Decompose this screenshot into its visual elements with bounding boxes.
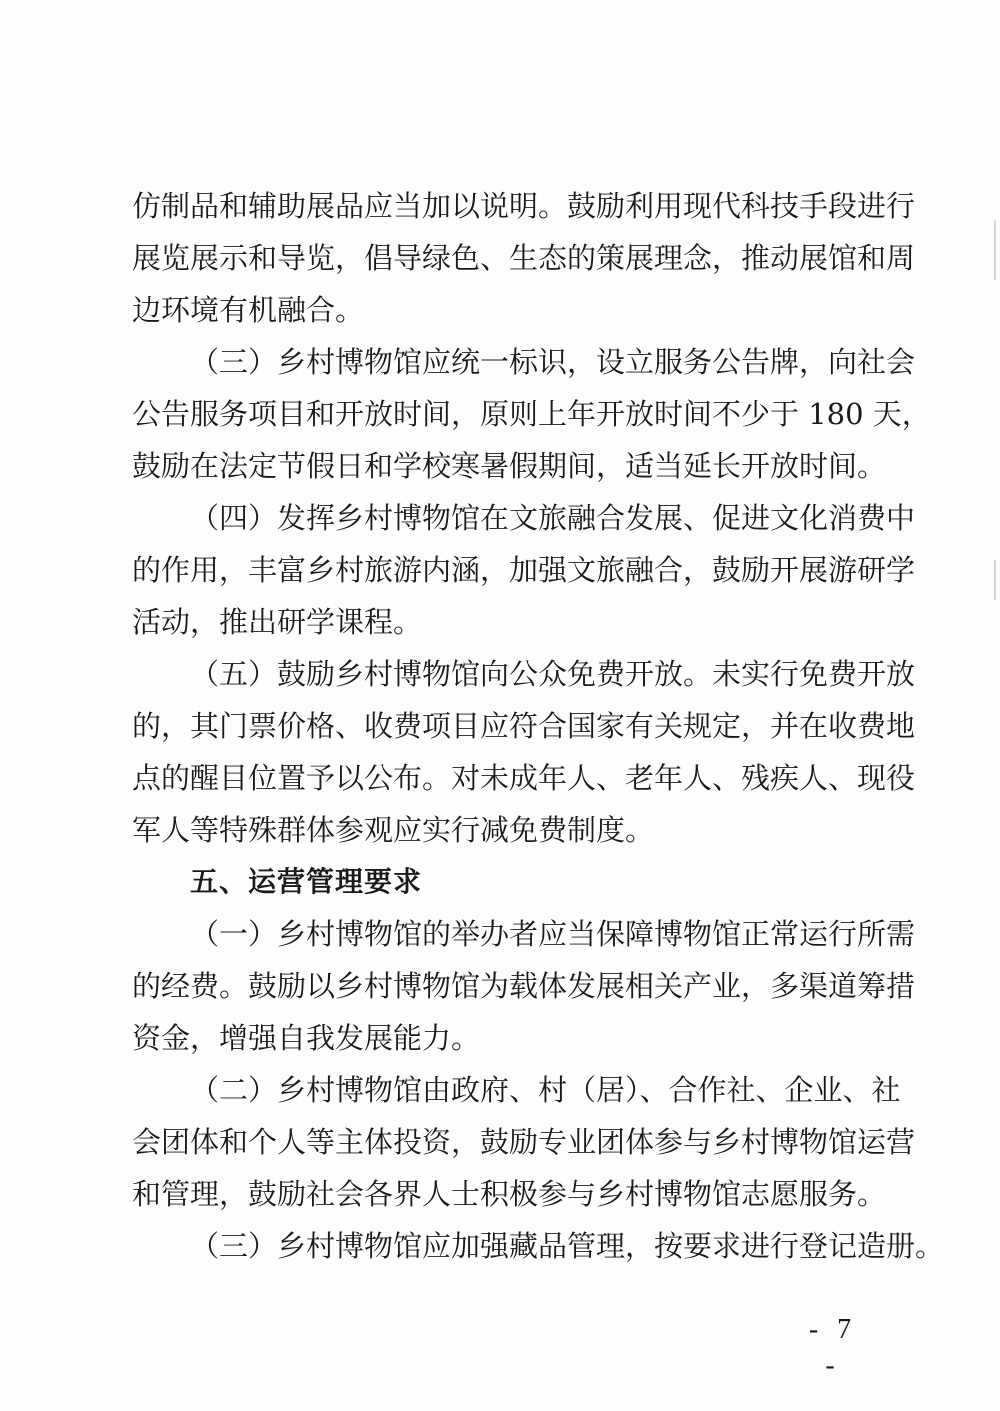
body-line: 军人等特殊群体参观应实行减免费制度。 (132, 813, 655, 847)
body-line: （二）乡村博物馆由政府、村（居）、合作社、企业、社 (190, 1073, 901, 1107)
body-line: 会团体和个人等主体投资，鼓励专业团体参与乡村博物馆运营 (132, 1125, 916, 1159)
body-line: 的作用，丰富乡村旅游内涵，加强文旅融合，鼓励开展游研学 (132, 553, 916, 587)
body-line: 公告服务项目和开放时间，原则上年开放时间不少于 180 天， (132, 397, 931, 431)
scan-edge-mark (994, 220, 996, 280)
body-line: 边环境有机融合。 (132, 293, 365, 327)
page-number: - 7 - (808, 1314, 858, 1381)
body-line: （三）乡村博物馆应统一标识，设立服务公告牌，向社会 (190, 345, 916, 379)
body-line: 鼓励在法定节假日和学校寒暑假期间，适当延长开放时间。 (132, 449, 887, 483)
body-line: （五）鼓励乡村博物馆向公众免费开放。未实行免费开放 (190, 657, 916, 691)
body-line: （四）发挥乡村博物馆在文旅融合发展、促进文化消费中 (190, 501, 916, 535)
body-line: （三）乡村博物馆应加强藏品管理，按要求进行登记造册。 (190, 1229, 945, 1263)
section-heading: 五、运营管理要求 (190, 865, 423, 898)
body-line: 和管理，鼓励社会各界人士积极参与乡村博物馆志愿服务。 (132, 1177, 887, 1211)
body-line: 的经费。鼓励以乡村博物馆为载体发展相关产业，多渠道筹措 (132, 969, 916, 1003)
body-line: 仿制品和辅助展品应当加以说明。鼓励利用现代科技手段进行 (132, 189, 916, 223)
body-line: 的，其门票价格、收费项目应符合国家有关规定，并在收费地 (132, 709, 916, 743)
body-line: 资金，增强自我发展能力。 (132, 1021, 481, 1055)
body-line: 点的醒目位置予以公布。对未成年人、老年人、残疾人、现役 (132, 761, 916, 795)
body-line: 展览展示和导览，倡导绿色、生态的策展理念，推动展馆和周 (132, 241, 916, 275)
body-line: 活动，推出研学课程。 (132, 605, 423, 639)
body-line: （一）乡村博物馆的举办者应当保障博物馆正常运行所需 (190, 917, 916, 951)
scan-edge-mark (994, 560, 996, 600)
